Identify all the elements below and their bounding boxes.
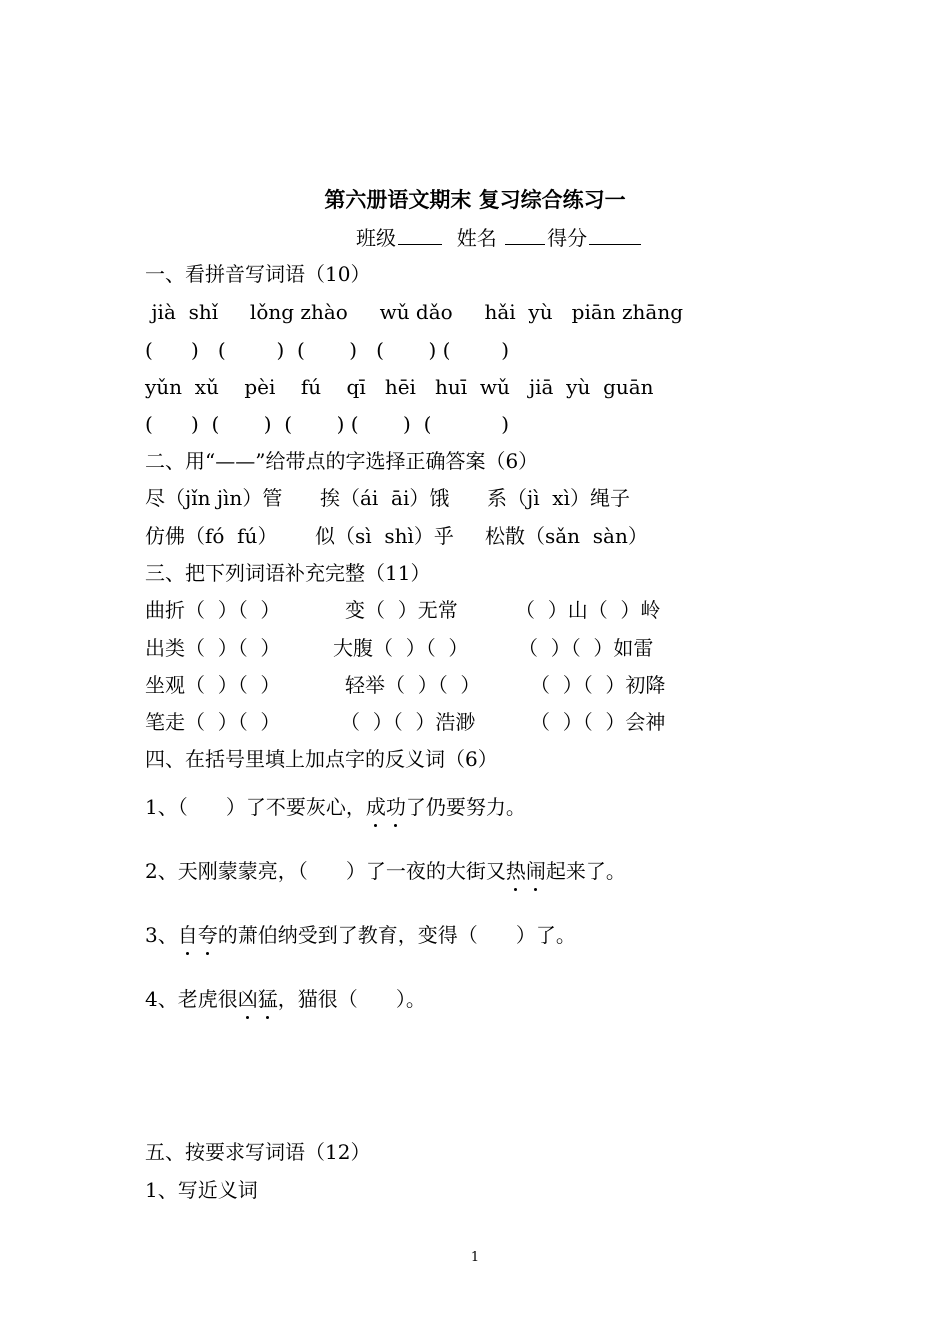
bracket-row-2: ( ) ( ) ( ) ( ) ( ) — [145, 412, 510, 436]
s3-item: 出类（ ）（ ） — [145, 636, 281, 660]
student-info-line — [356, 226, 643, 250]
section-4-heading: 四、在括号里填上加点字的反义词（6） — [145, 747, 498, 771]
s2-item-4: 仿佛（fó fú） — [145, 524, 278, 548]
s2-item-5: 似（sì shì）乎 — [315, 524, 454, 548]
s4-question-1: 1、（ ）了不要灰心，成功了仍要努力。 — [145, 795, 526, 819]
dotted-char: 成 — [365, 795, 386, 819]
name-label: 姓名 — [456, 226, 497, 250]
section-3-heading: 三、把下列词语补充完整（11） — [145, 561, 431, 585]
s3-item: 轻举（ ）（ ） — [345, 673, 481, 697]
s3-item: 笔走（ ）（ ） — [145, 710, 281, 734]
bracket-row-1: ( ) ( ) ( ) ( ) ( ) — [145, 338, 510, 362]
s3-item: （ ）（ ）会神 — [530, 710, 666, 734]
s2-item-2: 挨（ái āi）饿 — [320, 486, 450, 510]
pinyin-row-2: yǔn xǔ pèi fú qī hēi huī wǔ jiā yù guān — [145, 375, 654, 399]
dotted-char: 闹 — [525, 859, 546, 883]
s4-question-2: 2、天刚蒙蒙亮，（ ）了一夜的大街又热闹起来了。 — [145, 859, 626, 883]
dotted-char: 夸 — [197, 923, 218, 947]
dotted-char: 热 — [505, 859, 526, 883]
s4-question-4: 4、老虎很凶猛，猫很（ ）。 — [145, 987, 426, 1011]
s3-item: （ ）（ ）初降 — [530, 673, 666, 697]
pinyin-row-1: jià shǐ lǒng zhào wǔ dǎo hǎi yù piān zhāng — [145, 300, 684, 324]
s3-item: 大腹（ ）（ ） — [333, 636, 469, 660]
dotted-char: 功 — [385, 795, 406, 819]
s5-sub-1: 1、写近义词 — [145, 1178, 258, 1202]
s4-question-3: 3、自夸的萧伯纳受到了教育，变得（ ）了。 — [145, 923, 576, 947]
dotted-char: 自 — [177, 923, 198, 947]
s2-item-6: 松散（sǎn sàn） — [485, 524, 648, 548]
dotted-char: 猛 — [257, 987, 278, 1011]
section-5-heading: 五、按要求写词语（12） — [145, 1140, 371, 1164]
name-blank — [505, 226, 545, 245]
score-blank — [589, 226, 641, 245]
s3-item: （ ）山（ ）岭 — [515, 598, 661, 622]
class-label: 班级 — [356, 226, 396, 250]
s3-item: （ ）（ ）浩渺 — [340, 710, 476, 734]
s3-item: （ ）（ ）如雷 — [518, 636, 654, 660]
s2-item-1: 尽（jǐn jìn）管 — [145, 486, 283, 510]
s3-item: 曲折（ ）（ ） — [145, 598, 281, 622]
s3-item: 坐观（ ）（ ） — [145, 673, 281, 697]
page-number: 1 — [470, 1250, 480, 1265]
dotted-char: 凶 — [237, 987, 258, 1011]
page-title: 第六册语文期末 复习综合练习一 — [324, 187, 626, 212]
section-1-heading: 一、看拼音写词语（10） — [145, 262, 371, 286]
s2-item-3: 系（jì xì）绳子 — [487, 486, 630, 510]
class-blank — [398, 226, 442, 245]
s3-item: 变（ ）无常 — [345, 598, 458, 622]
score-label: 得分 — [547, 226, 588, 250]
section-2-heading: 二、用“——”给带点的字选择正确答案（6） — [145, 449, 539, 473]
